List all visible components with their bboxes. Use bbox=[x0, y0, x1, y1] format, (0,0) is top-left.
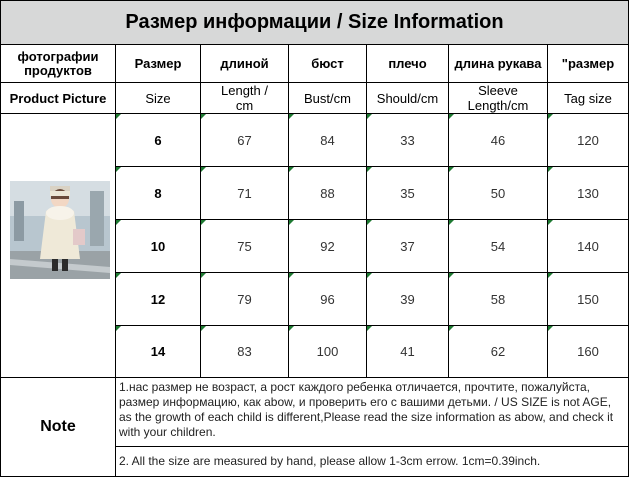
sleeve-cell: 50 bbox=[449, 167, 548, 220]
note-label: Note bbox=[1, 378, 116, 476]
shoulder-cell: 41 bbox=[367, 326, 449, 378]
shoulder-cell: 39 bbox=[367, 273, 449, 326]
product-photo bbox=[10, 181, 110, 279]
chart-title: Размер информации / Size Information bbox=[1, 1, 628, 45]
length-cell: 67 bbox=[201, 114, 289, 167]
header-en-shoulder: Should/cm bbox=[367, 83, 449, 114]
bust-cell: 92 bbox=[289, 220, 367, 273]
corner-mark-icon bbox=[449, 326, 454, 331]
corner-mark-icon bbox=[548, 220, 553, 225]
header-en-tag: Tag size bbox=[548, 83, 628, 114]
length-cell: 75 bbox=[201, 220, 289, 273]
header-en-size: Size bbox=[116, 83, 201, 114]
bust-cell: 84 bbox=[289, 114, 367, 167]
size-cell: 14 bbox=[116, 326, 201, 378]
corner-mark-icon bbox=[116, 326, 121, 331]
corner-mark-icon bbox=[548, 114, 553, 119]
note-line-1: 1.нас размер не возраст, а рост каждого ребенка отличается, прочтите, пожалуйста, размер информацию, как abow, и проверить его с вашими детьми. / US SIZE is not AGE, as the growth of each child is different,Please read the size information as abow, and check it with your children. bbox=[116, 378, 628, 447]
header-ru-shoulder: плечо bbox=[367, 45, 449, 83]
corner-mark-icon bbox=[367, 326, 372, 331]
corner-mark-icon bbox=[201, 273, 206, 278]
corner-mark-icon bbox=[116, 114, 121, 119]
tag-size-cell: 120 bbox=[548, 114, 628, 167]
header-ru-bust: бюст bbox=[289, 45, 367, 83]
tag-size-cell: 140 bbox=[548, 220, 628, 273]
header-ru-picture: фотографии продуктов bbox=[1, 45, 116, 83]
corner-mark-icon bbox=[449, 167, 454, 172]
corner-mark-icon bbox=[449, 220, 454, 225]
corner-mark-icon bbox=[201, 114, 206, 119]
corner-mark-icon bbox=[449, 273, 454, 278]
header-en-sleeve: Sleeve Length/cm bbox=[449, 83, 548, 114]
sleeve-cell: 46 bbox=[449, 114, 548, 167]
corner-mark-icon bbox=[367, 273, 372, 278]
bust-cell: 88 bbox=[289, 167, 367, 220]
size-cell: 10 bbox=[116, 220, 201, 273]
shoulder-cell: 35 bbox=[367, 167, 449, 220]
shoulder-cell: 33 bbox=[367, 114, 449, 167]
size-cell: 8 bbox=[116, 167, 201, 220]
size-cell: 12 bbox=[116, 273, 201, 326]
corner-mark-icon bbox=[116, 273, 121, 278]
corner-mark-icon bbox=[289, 220, 294, 225]
sleeve-cell: 58 bbox=[449, 273, 548, 326]
bust-cell: 96 bbox=[289, 273, 367, 326]
corner-mark-icon bbox=[548, 167, 553, 172]
length-cell: 71 bbox=[201, 167, 289, 220]
tag-size-cell: 130 bbox=[548, 167, 628, 220]
length-cell: 79 bbox=[201, 273, 289, 326]
corner-mark-icon bbox=[116, 167, 121, 172]
tag-size-cell: 150 bbox=[548, 273, 628, 326]
sleeve-cell: 62 bbox=[449, 326, 548, 378]
corner-mark-icon bbox=[548, 326, 553, 331]
header-en-length: Length / cm bbox=[201, 83, 289, 114]
corner-mark-icon bbox=[289, 167, 294, 172]
corner-mark-icon bbox=[367, 114, 372, 119]
corner-mark-icon bbox=[548, 273, 553, 278]
length-cell: 83 bbox=[201, 326, 289, 378]
corner-mark-icon bbox=[289, 326, 294, 331]
header-ru-sleeve: длина рукава bbox=[449, 45, 548, 83]
bust-cell: 100 bbox=[289, 326, 367, 378]
corner-mark-icon bbox=[201, 220, 206, 225]
note-line-2: 2. All the size are measured by hand, please allow 1-3cm errow. 1cm=0.39inch. bbox=[119, 454, 541, 468]
tag-size-cell: 160 bbox=[548, 326, 628, 378]
header-ru-tag: "размер bbox=[548, 45, 628, 83]
header-ru-length: длиной bbox=[201, 45, 289, 83]
shoulder-cell: 37 bbox=[367, 220, 449, 273]
corner-mark-icon bbox=[367, 167, 372, 172]
corner-mark-icon bbox=[201, 167, 206, 172]
sleeve-cell: 54 bbox=[449, 220, 548, 273]
corner-mark-icon bbox=[289, 273, 294, 278]
header-ru-size: Размер bbox=[116, 45, 201, 83]
corner-mark-icon bbox=[367, 220, 372, 225]
corner-mark-icon bbox=[201, 326, 206, 331]
corner-mark-icon bbox=[289, 114, 294, 119]
corner-mark-icon bbox=[116, 220, 121, 225]
header-en-bust: Bust/cm bbox=[289, 83, 367, 114]
header-en-picture: Product Picture bbox=[1, 83, 116, 114]
size-cell: 6 bbox=[116, 114, 201, 167]
corner-mark-icon bbox=[449, 114, 454, 119]
